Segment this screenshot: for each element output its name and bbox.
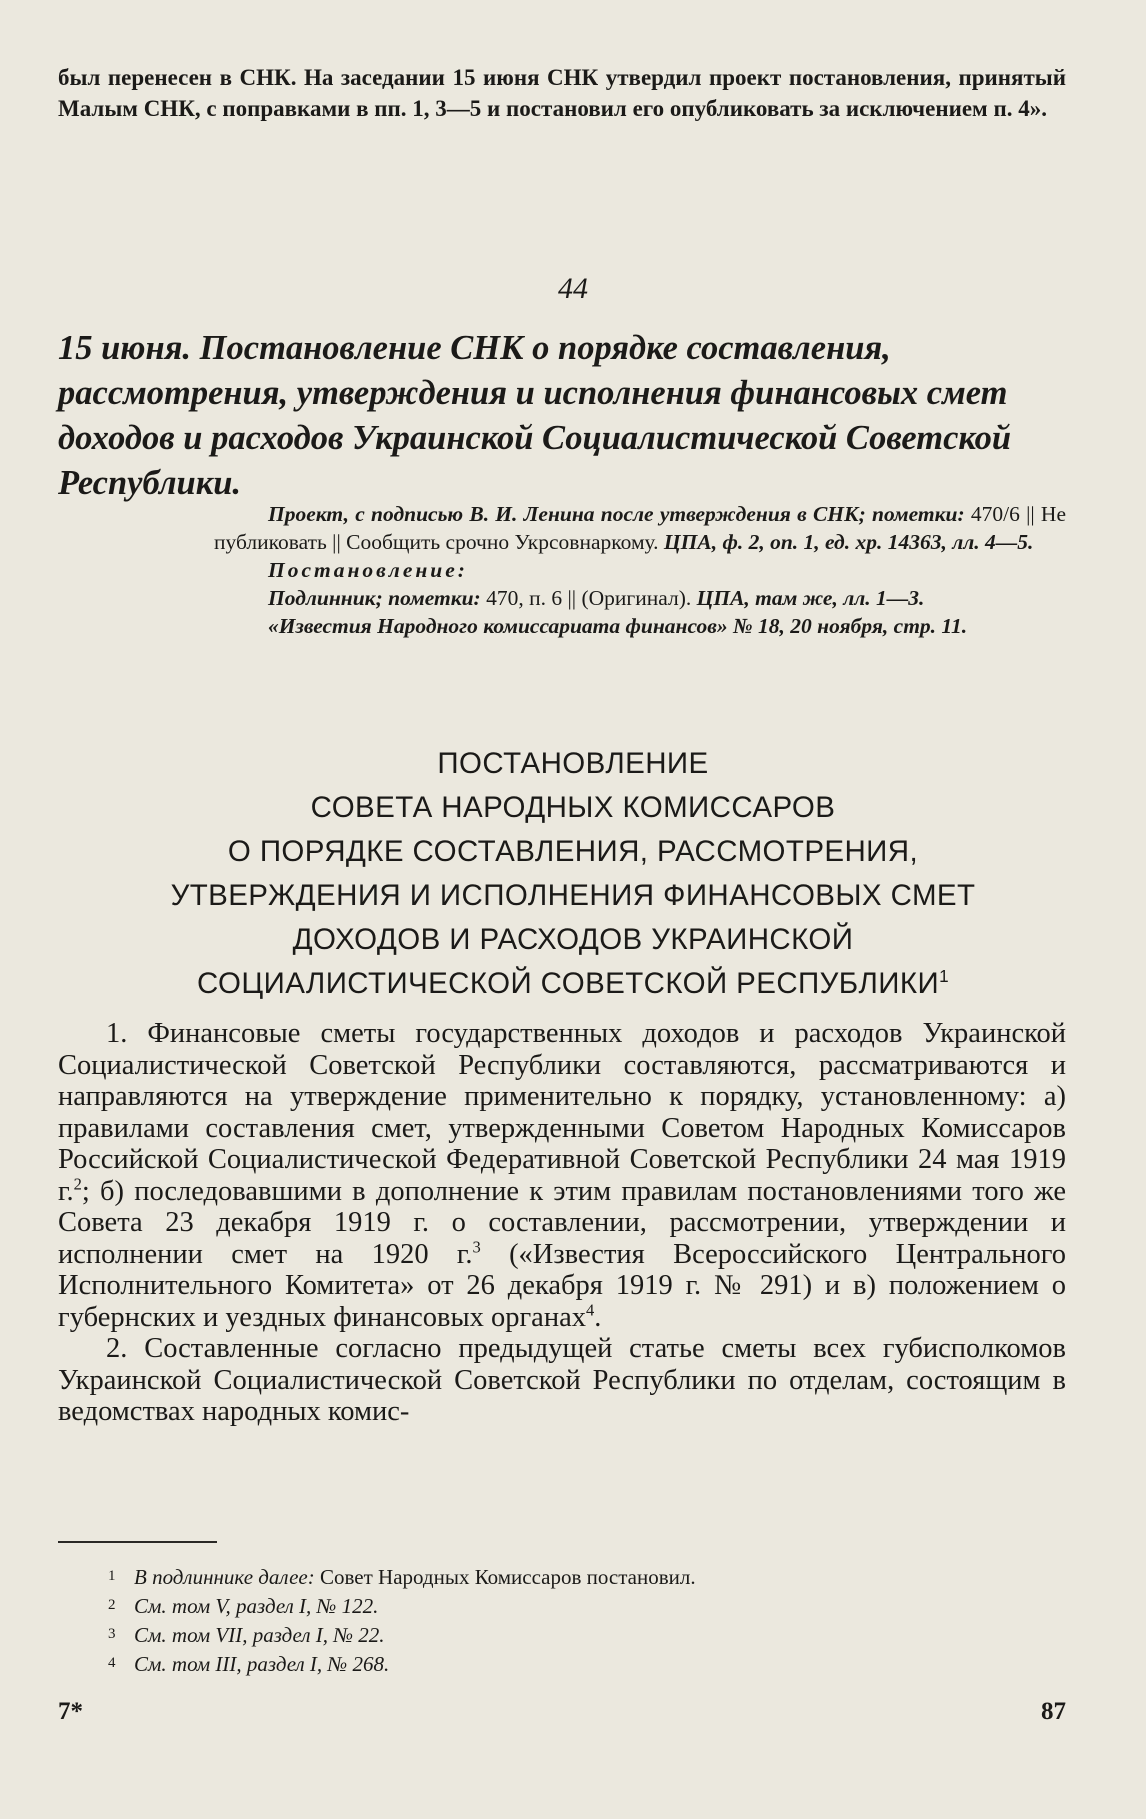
footnote-ref-3: 3 [472,1237,481,1256]
signature-mark: 7* [58,1698,83,1725]
footnotes [108,1562,1066,1678]
footnote-1-italic: В подлиннике далее: [134,1565,315,1589]
source-draft-lead: Проект, с подписью В. И. Ленина после утверждения в СНК; пометки: [268,502,971,526]
source-original-lead: Подлинник; пометки: [268,586,487,610]
paragraph-1-part-a: 1. Финансовые сметы государственных доходов и расходов Украинской Социалистической Советской Республики составляются, рассматриваются и направляются на утверждение применительно к порядку, установленному: а) правилами составления смет, утвержденными Советом Народных Комиссаров Российской Социалистической Федеративной Советской Республики 24 мая 1919 г. [58,1018,1066,1207]
footnote-2-italic: См. том V, раздел I, № 122. [134,1594,379,1618]
footnote-divider [58,1541,217,1543]
source-publication: «Известия Народного комиссариата финансов» № 18, 20 ноября, стр. 11. [268,614,968,638]
footnote-4-italic: См. том III, раздел I, № 268. [134,1652,390,1676]
source-original-archive: ЦПА, там же, лл. 1—3. [691,586,925,610]
footnote-1 [108,1562,1066,1591]
page-number: 87 [1041,1698,1066,1725]
decree-body [58,1018,1066,1428]
paragraph-1-part-d: . [594,1301,602,1333]
paragraph-2: 2. Составленные согласно предыдущей статье сметы всех губисполкомов Украинской Социалистической Советской Республики по отделам, состоящим в ведомствах народных комис- [58,1333,1066,1427]
footnote-2 [108,1591,1066,1620]
archival-sources [214,500,1066,640]
decree-title [52,742,1094,1006]
source-draft-marks: 470/6 || Не публиковать || Сообщить срочно Укрсовнаркому. [214,502,1066,554]
source-decree-heading: Постановление: [268,558,468,582]
footnote-1-number: 1 [108,1568,116,1584]
document-heading: 15 июня. Постановление СНК о порядке составления, рассмотрения, утверждения и исполнения финансовых смет доходов и расходов Украинской Социалистической Советской Республики. [58,329,1012,502]
footnote-3-number: 3 [108,1626,116,1642]
decree-title-line-2: СОВЕТА НАРОДНЫХ КОМИССАРОВ [310,791,836,824]
decree-title-line-1: ПОСТАНОВЛЕНИЕ [437,747,709,780]
decree-title-line-6 [52,962,1094,1006]
footnote-2-number: 2 [108,1597,116,1613]
paragraph-1-part-c: («Известия Всероссийского Центрального Исполнительного Комитета» от 26 декабря 1919 г. № 291) и в) положением о губернских и уездных финансовых органах [58,1238,1066,1333]
source-draft-archive: ЦПА, ф. 2, оп. 1, ед. хр. 14363, лл. 4—5. [658,530,1034,554]
decree-title-line-6-text: СОЦИАЛИСТИЧЕСКОЙ СОВЕТСКОЙ РЕСПУБЛИКИ [196,967,940,1000]
footnote-4 [108,1649,1066,1678]
intro-paragraph: был перенесен в СНК. На заседании 15 июня СНК утвердил проект постановления, принятый Малым СНК, с поправками в пп. 1, 3—5 и постановил его опубликовать за исключением п. 4». [58,65,1066,121]
footnote-4-number: 4 [108,1655,116,1671]
footnote-3 [108,1620,1066,1649]
footnote-3-italic: См. том VII, раздел I, № 22. [134,1623,385,1647]
footnote-ref-1: 1 [939,967,949,987]
paragraph-1 [58,1018,1066,1333]
paragraph-1-part-b: ; б) последовавшими в дополнение к этим правилам постановлениями того же Совета 23 декабря 1919 г. о составлении, рассмотрении, утверждении и исполнении смет на 1920 г. [58,1175,1066,1270]
decree-title-line-3: О ПОРЯДКЕ СОСТАВЛЕНИЯ, РАССМОТРЕНИЯ, [227,835,919,868]
footnote-ref-4: 4 [585,1300,595,1319]
decree-title-line-4: УТВЕРЖДЕНИЯ И ИСПОЛНЕНИЯ ФИНАНСОВЫХ СМЕТ [170,879,976,912]
footnote-1-text: Совет Народных Комиссаров постановил. [314,1565,696,1589]
source-original-marks: 470, п. 6 || (Оригинал). [486,586,692,610]
source-original [214,584,1066,612]
decree-title-line-5: ДОХОДОВ И РАСХОДОВ УКРАИНСКОЙ [292,923,854,956]
footnote-ref-2: 2 [73,1174,82,1193]
document-number: 44 [558,272,588,305]
source-draft [214,500,1066,556]
